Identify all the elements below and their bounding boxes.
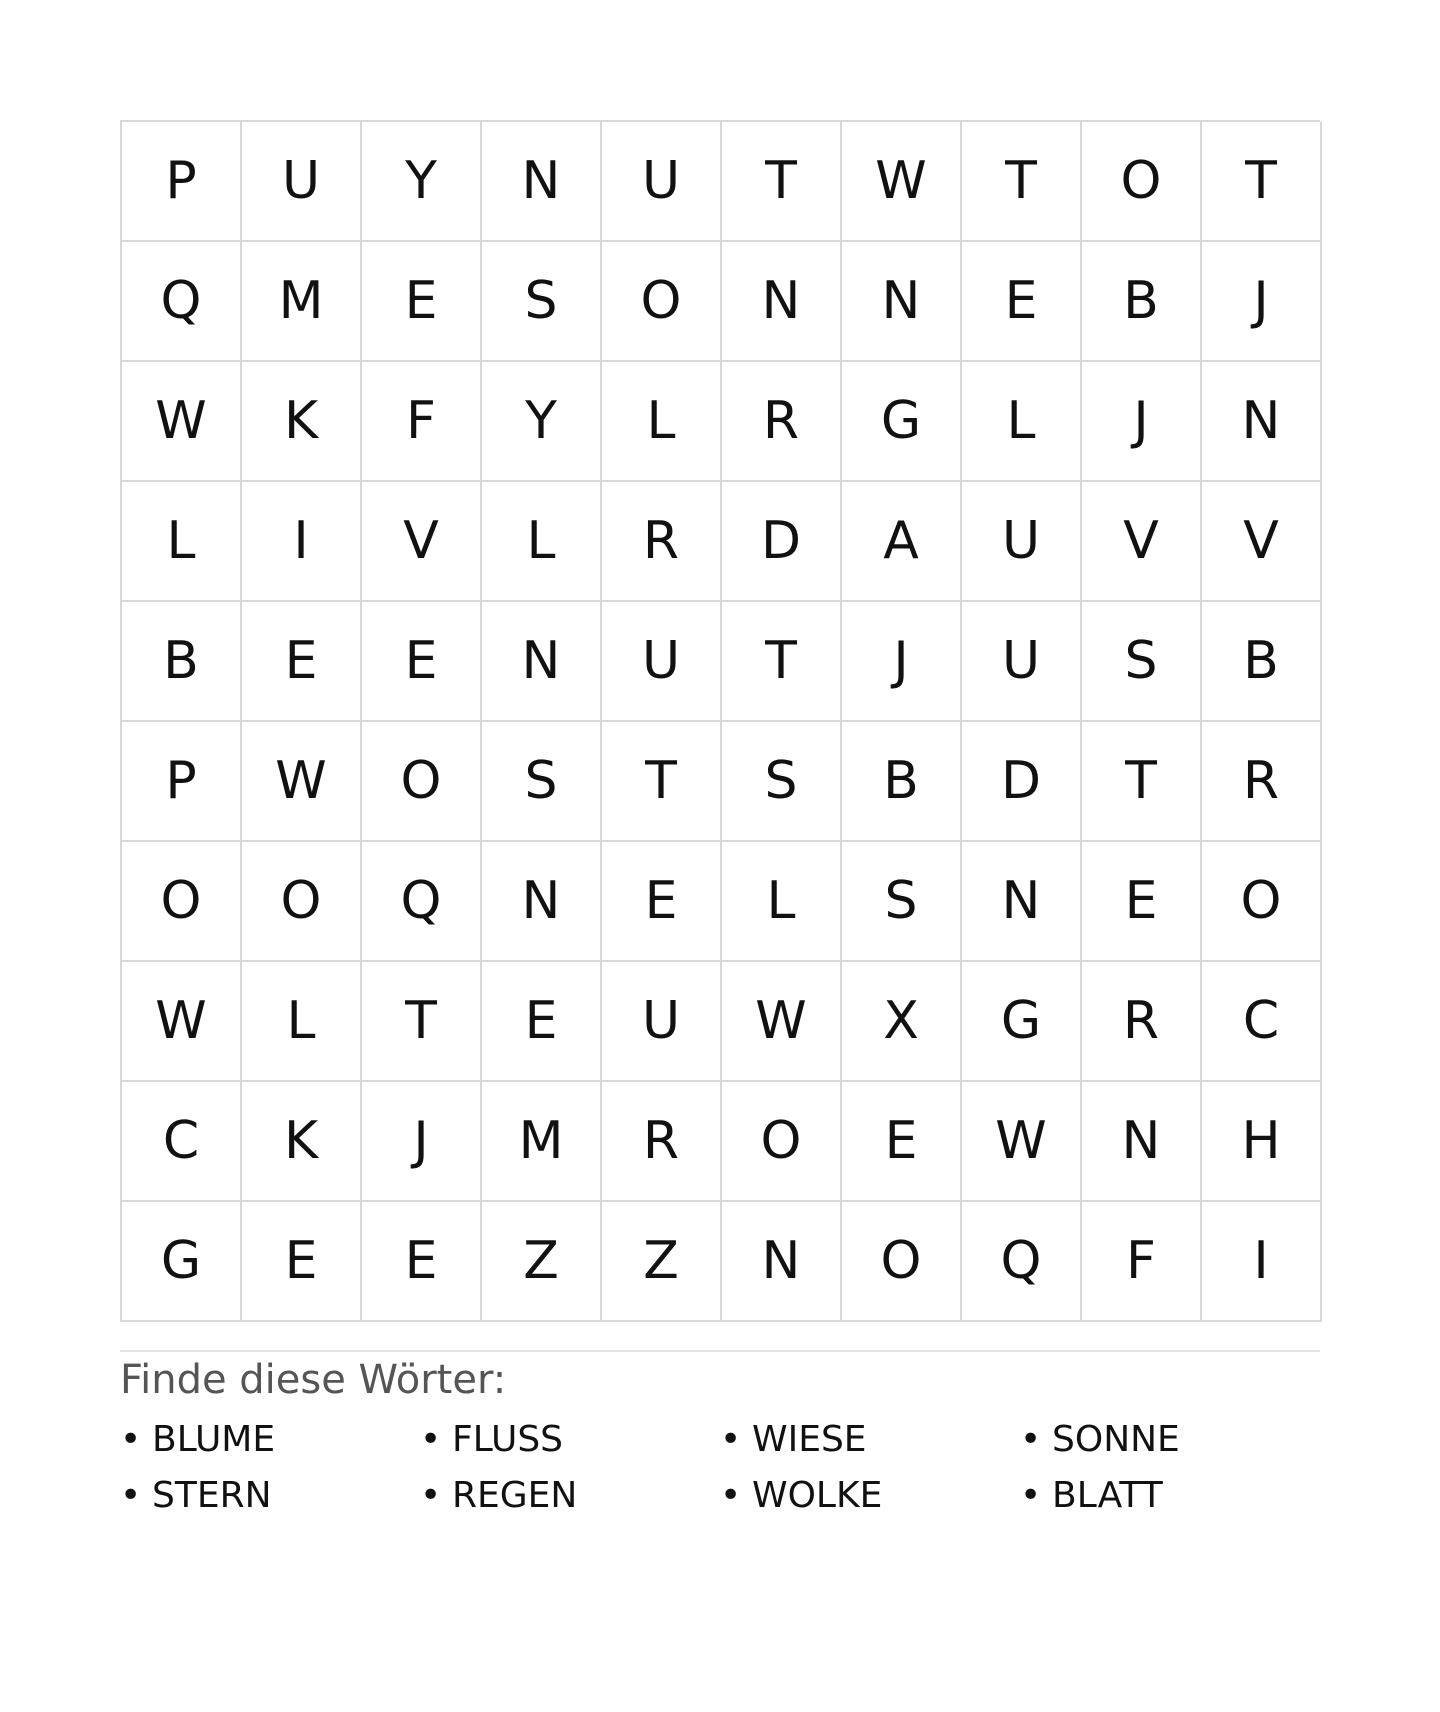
- grid-cell[interactable]: B: [122, 602, 242, 722]
- letter-grid: [120, 120, 1320, 1322]
- grid-cell[interactable]: C: [122, 1082, 242, 1202]
- grid-cell[interactable]: O: [242, 842, 362, 962]
- grid-cell[interactable]: U: [602, 602, 722, 722]
- grid-cell[interactable]: E: [962, 242, 1082, 362]
- grid-cell[interactable]: S: [482, 242, 602, 362]
- grid-cell[interactable]: O: [1082, 122, 1202, 242]
- word-label: STERN: [152, 1475, 272, 1516]
- word-search-puzzle: [120, 120, 1320, 1518]
- grid-cell[interactable]: N: [482, 602, 602, 722]
- grid-cell[interactable]: W: [842, 122, 962, 242]
- grid-cell[interactable]: D: [722, 482, 842, 602]
- bullet-icon: •: [720, 1475, 742, 1516]
- word-list-item: [720, 1474, 1020, 1518]
- grid-cell[interactable]: E: [602, 842, 722, 962]
- grid-cell[interactable]: L: [722, 842, 842, 962]
- bullet-icon: •: [720, 1419, 742, 1460]
- grid-cell[interactable]: E: [482, 962, 602, 1082]
- grid-cell[interactable]: E: [362, 602, 482, 722]
- word-label: WIESE: [752, 1419, 867, 1460]
- grid-cell[interactable]: N: [722, 1202, 842, 1322]
- grid-cell[interactable]: U: [962, 482, 1082, 602]
- grid-cell[interactable]: R: [1082, 962, 1202, 1082]
- grid-cell[interactable]: N: [722, 242, 842, 362]
- grid-cell[interactable]: R: [602, 1082, 722, 1202]
- grid-cell[interactable]: B: [1202, 602, 1322, 722]
- grid-cell[interactable]: I: [242, 482, 362, 602]
- grid-cell[interactable]: D: [962, 722, 1082, 842]
- grid-cell[interactable]: V: [362, 482, 482, 602]
- grid-cell[interactable]: Y: [362, 122, 482, 242]
- grid-cell[interactable]: P: [122, 122, 242, 242]
- grid-cell[interactable]: U: [602, 122, 722, 242]
- grid-cell[interactable]: T: [722, 122, 842, 242]
- grid-cell[interactable]: E: [362, 1202, 482, 1322]
- grid-cell[interactable]: M: [242, 242, 362, 362]
- grid-cell[interactable]: Y: [482, 362, 602, 482]
- grid-cell[interactable]: S: [1082, 602, 1202, 722]
- grid-cell[interactable]: W: [122, 962, 242, 1082]
- bullet-icon: •: [120, 1419, 142, 1460]
- grid-cell[interactable]: T: [602, 722, 722, 842]
- grid-cell[interactable]: V: [1202, 482, 1322, 602]
- grid-cell[interactable]: J: [842, 602, 962, 722]
- grid-cell[interactable]: L: [962, 362, 1082, 482]
- grid-cell[interactable]: Q: [962, 1202, 1082, 1322]
- word-list-item: [1020, 1474, 1320, 1518]
- grid-cell[interactable]: B: [1082, 242, 1202, 362]
- grid-cell[interactable]: W: [242, 722, 362, 842]
- grid-cell[interactable]: N: [1082, 1082, 1202, 1202]
- grid-cell[interactable]: T: [962, 122, 1082, 242]
- grid-cell[interactable]: N: [1202, 362, 1322, 482]
- word-list-item: [420, 1418, 720, 1462]
- grid-cell[interactable]: O: [1202, 842, 1322, 962]
- grid-cell[interactable]: T: [722, 602, 842, 722]
- grid-cell[interactable]: O: [842, 1202, 962, 1322]
- grid-cell[interactable]: J: [1082, 362, 1202, 482]
- grid-cell[interactable]: L: [122, 482, 242, 602]
- grid-cell[interactable]: G: [122, 1202, 242, 1322]
- grid-cell[interactable]: G: [962, 962, 1082, 1082]
- word-label: BLATT: [1052, 1475, 1163, 1516]
- grid-cell[interactable]: T: [1082, 722, 1202, 842]
- grid-cell[interactable]: Z: [602, 1202, 722, 1322]
- grid-cell[interactable]: O: [362, 722, 482, 842]
- word-list-item: [720, 1418, 1020, 1462]
- grid-cell[interactable]: G: [842, 362, 962, 482]
- grid-cell[interactable]: Q: [362, 842, 482, 962]
- word-label: BLUME: [152, 1419, 276, 1460]
- word-label: WOLKE: [752, 1475, 883, 1516]
- grid-cell[interactable]: S: [842, 842, 962, 962]
- grid-cell[interactable]: E: [242, 602, 362, 722]
- grid-cell[interactable]: H: [1202, 1082, 1322, 1202]
- grid-cell[interactable]: O: [122, 842, 242, 962]
- grid-cell[interactable]: E: [842, 1082, 962, 1202]
- grid-cell[interactable]: L: [242, 962, 362, 1082]
- grid-cell[interactable]: V: [1082, 482, 1202, 602]
- grid-cell[interactable]: M: [482, 1082, 602, 1202]
- grid-cell[interactable]: T: [1202, 122, 1322, 242]
- grid-cell[interactable]: F: [1082, 1202, 1202, 1322]
- word-list-item: [120, 1474, 420, 1518]
- word-label: REGEN: [452, 1475, 578, 1516]
- word-list: [120, 1418, 1320, 1518]
- grid-cell[interactable]: O: [602, 242, 722, 362]
- grid-cell[interactable]: N: [842, 242, 962, 362]
- instruction-text: Finde diese Wörter:: [120, 1357, 507, 1403]
- grid-cell[interactable]: O: [722, 1082, 842, 1202]
- grid-cell[interactable]: L: [602, 362, 722, 482]
- grid-cell[interactable]: S: [482, 722, 602, 842]
- word-list-item: [120, 1418, 420, 1462]
- grid-cell[interactable]: B: [842, 722, 962, 842]
- grid-cell[interactable]: T: [362, 962, 482, 1082]
- grid-cell[interactable]: N: [962, 842, 1082, 962]
- grid-cell[interactable]: N: [482, 122, 602, 242]
- grid-cell[interactable]: R: [602, 482, 722, 602]
- grid-cell[interactable]: C: [1202, 962, 1322, 1082]
- bullet-icon: •: [120, 1475, 142, 1516]
- grid-cell[interactable]: R: [722, 362, 842, 482]
- grid-cell[interactable]: F: [362, 362, 482, 482]
- bullet-icon: •: [420, 1475, 442, 1516]
- grid-cell[interactable]: K: [242, 1082, 362, 1202]
- bullet-icon: •: [1020, 1475, 1042, 1516]
- grid-cell[interactable]: N: [482, 842, 602, 962]
- grid-cell[interactable]: A: [842, 482, 962, 602]
- grid-cell[interactable]: W: [722, 962, 842, 1082]
- word-list-item: [420, 1474, 720, 1518]
- grid-cell[interactable]: Z: [482, 1202, 602, 1322]
- grid-cell[interactable]: R: [1202, 722, 1322, 842]
- grid-cell[interactable]: Q: [122, 242, 242, 362]
- grid-cell[interactable]: W: [962, 1082, 1082, 1202]
- grid-cell[interactable]: E: [1082, 842, 1202, 962]
- grid-cell[interactable]: W: [122, 362, 242, 482]
- grid-cell[interactable]: I: [1202, 1202, 1322, 1322]
- grid-cell[interactable]: K: [242, 362, 362, 482]
- grid-cell[interactable]: E: [242, 1202, 362, 1322]
- grid-cell[interactable]: J: [362, 1082, 482, 1202]
- bullet-icon: •: [1020, 1419, 1042, 1460]
- grid-cell[interactable]: X: [842, 962, 962, 1082]
- grid-cell[interactable]: U: [962, 602, 1082, 722]
- grid-cell[interactable]: J: [1202, 242, 1322, 362]
- grid-cell[interactable]: E: [362, 242, 482, 362]
- word-label: SONNE: [1052, 1419, 1180, 1460]
- divider: [120, 1350, 1320, 1352]
- word-label: FLUSS: [452, 1419, 564, 1460]
- word-list-item: [1020, 1418, 1320, 1462]
- grid-cell[interactable]: U: [242, 122, 362, 242]
- bullet-icon: •: [420, 1419, 442, 1460]
- grid-cell[interactable]: S: [722, 722, 842, 842]
- grid-cell[interactable]: L: [482, 482, 602, 602]
- grid-cell[interactable]: U: [602, 962, 722, 1082]
- grid-cell[interactable]: P: [122, 722, 242, 842]
